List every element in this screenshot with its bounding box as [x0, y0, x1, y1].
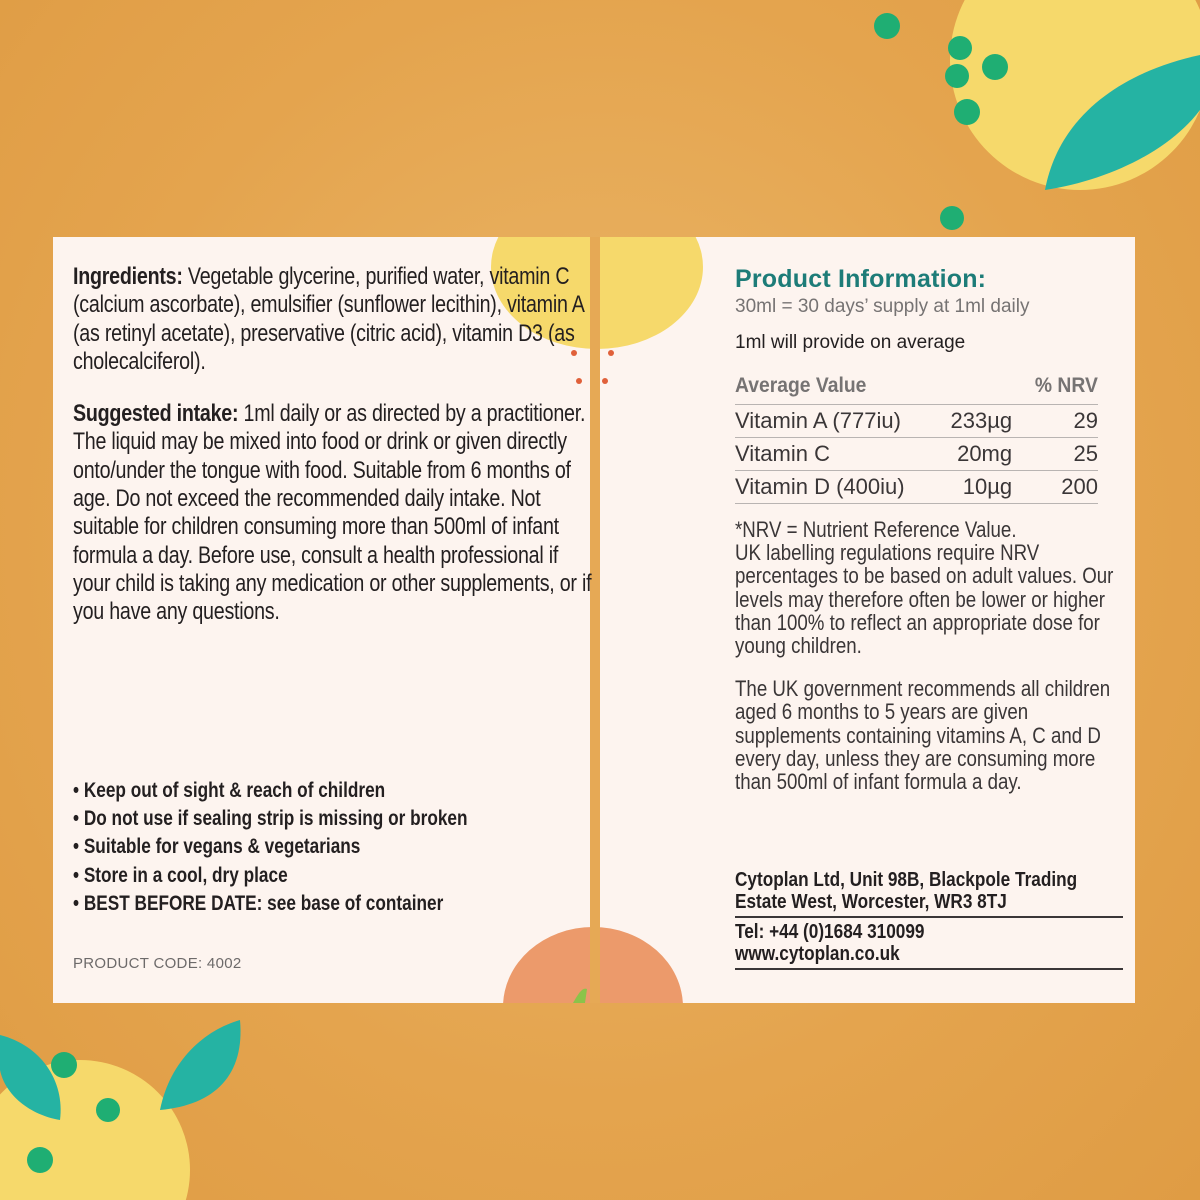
- product-code: PRODUCT CODE: 4002: [73, 955, 242, 972]
- table-row: [735, 471, 1098, 504]
- orange-dot: [608, 350, 614, 356]
- ingredients-paragraph: [73, 263, 593, 376]
- green-dot: [940, 206, 964, 230]
- nutrient-name: Vitamin A (777iu): [735, 405, 938, 438]
- supply-text: 30ml = 30 days’ supply at 1ml daily: [735, 296, 1030, 317]
- header-nrv: % NRV: [1023, 370, 1098, 405]
- telephone: Tel: +44 (0)1684 310099: [735, 921, 925, 943]
- nutrient-nrv: 200: [1016, 471, 1098, 504]
- green-dot: [954, 99, 980, 125]
- nutrient-name: Vitamin C: [735, 438, 938, 471]
- green-dot: [874, 13, 900, 39]
- green-dot: [27, 1147, 53, 1173]
- nutrient-name: Vitamin D (400iu): [735, 471, 938, 504]
- nrv-note: [735, 518, 1118, 657]
- company-contact: [735, 869, 1123, 973]
- product-information-title: Product Information:: [735, 265, 987, 293]
- intake-heading: Suggested intake:: [73, 400, 239, 428]
- intake-paragraph: [73, 400, 593, 626]
- green-dot: [948, 36, 972, 60]
- nutrient-value: 233µg: [938, 405, 1016, 438]
- website-link[interactable]: www.cytoplan.co.uk: [735, 943, 900, 965]
- nutrient-value: 20mg: [938, 438, 1016, 471]
- address-line: Cytoplan Ltd, Unit 98B, Blackpole Trading: [735, 869, 1078, 891]
- bullet-item: • BEST BEFORE DATE: see base of container: [73, 891, 444, 915]
- right-panel: [735, 265, 1125, 793]
- bullet-item: • Keep out of sight & reach of children: [73, 779, 386, 802]
- government-note: The UK government recommends all children aged 6 months to 5 years are given supplements containing vitamins A, C and D every day, unless they are consuming more than 500ml of infant formula a day.: [735, 676, 1111, 795]
- nutrient-nrv: 25: [1016, 438, 1098, 471]
- contact-block: [735, 921, 1123, 970]
- safety-bullets: [73, 777, 499, 918]
- header-average-value: Average Value: [735, 370, 994, 405]
- green-dot: [945, 64, 969, 88]
- address-block: [735, 869, 1123, 918]
- green-dot: [96, 1098, 120, 1122]
- nrv-definition: *NRV = Nutrient Reference Value.: [735, 517, 1017, 542]
- nutrient-nrv: 29: [1016, 405, 1098, 438]
- ingredients-heading: Ingredients:: [73, 263, 183, 290]
- regulation-note: UK labelling regulations require NRV percentages to be based on adult values. Our levels may therefore often be lower or higher than 100% to reflect an appropriate dose for young children.: [735, 540, 1114, 659]
- address-line: Estate West, Worcester, WR3 8TJ: [735, 891, 1007, 913]
- left-panel: [73, 263, 593, 627]
- teal-leaf-bottom-left: [160, 1020, 241, 1110]
- bullet-item: • Store in a cool, dry place: [73, 863, 288, 887]
- bullet-item: • Suitable for vegans & vegetarians: [73, 835, 361, 859]
- nutrient-value: 10µg: [938, 471, 1016, 504]
- green-dot: [982, 54, 1008, 80]
- orange-dot: [602, 378, 608, 384]
- table-row: [735, 438, 1098, 471]
- provide-text: 1ml will provide on average: [735, 332, 966, 353]
- table-row: [735, 405, 1098, 438]
- bullet-item: • Do not use if sealing strip is missing or broken: [73, 807, 468, 831]
- label-card: [53, 237, 1135, 1003]
- ingredients-text: Vegetable glycerine, purified water, vitamin C (calcium ascorbate), emulsifier (sunflower lecithin), vitamin A (as retinyl acetate), preservative (citric acid), vitamin D3 (as cholecalciferol).: [73, 263, 584, 375]
- intake-text: 1ml daily or as directed by a practitioner. The liquid may be mixed into food or drink or given directly onto/under the tongue with food. Suitable from 6 months of age. Do not exceed the recommended daily intake. Not suitable for children consuming more than 500ml of infant formula a day. Before use, consult a health professional if your child is taking any medication or other supplements, or if you have any questions.: [73, 400, 592, 626]
- nutrition-table: [735, 370, 1098, 504]
- green-dot: [51, 1052, 77, 1078]
